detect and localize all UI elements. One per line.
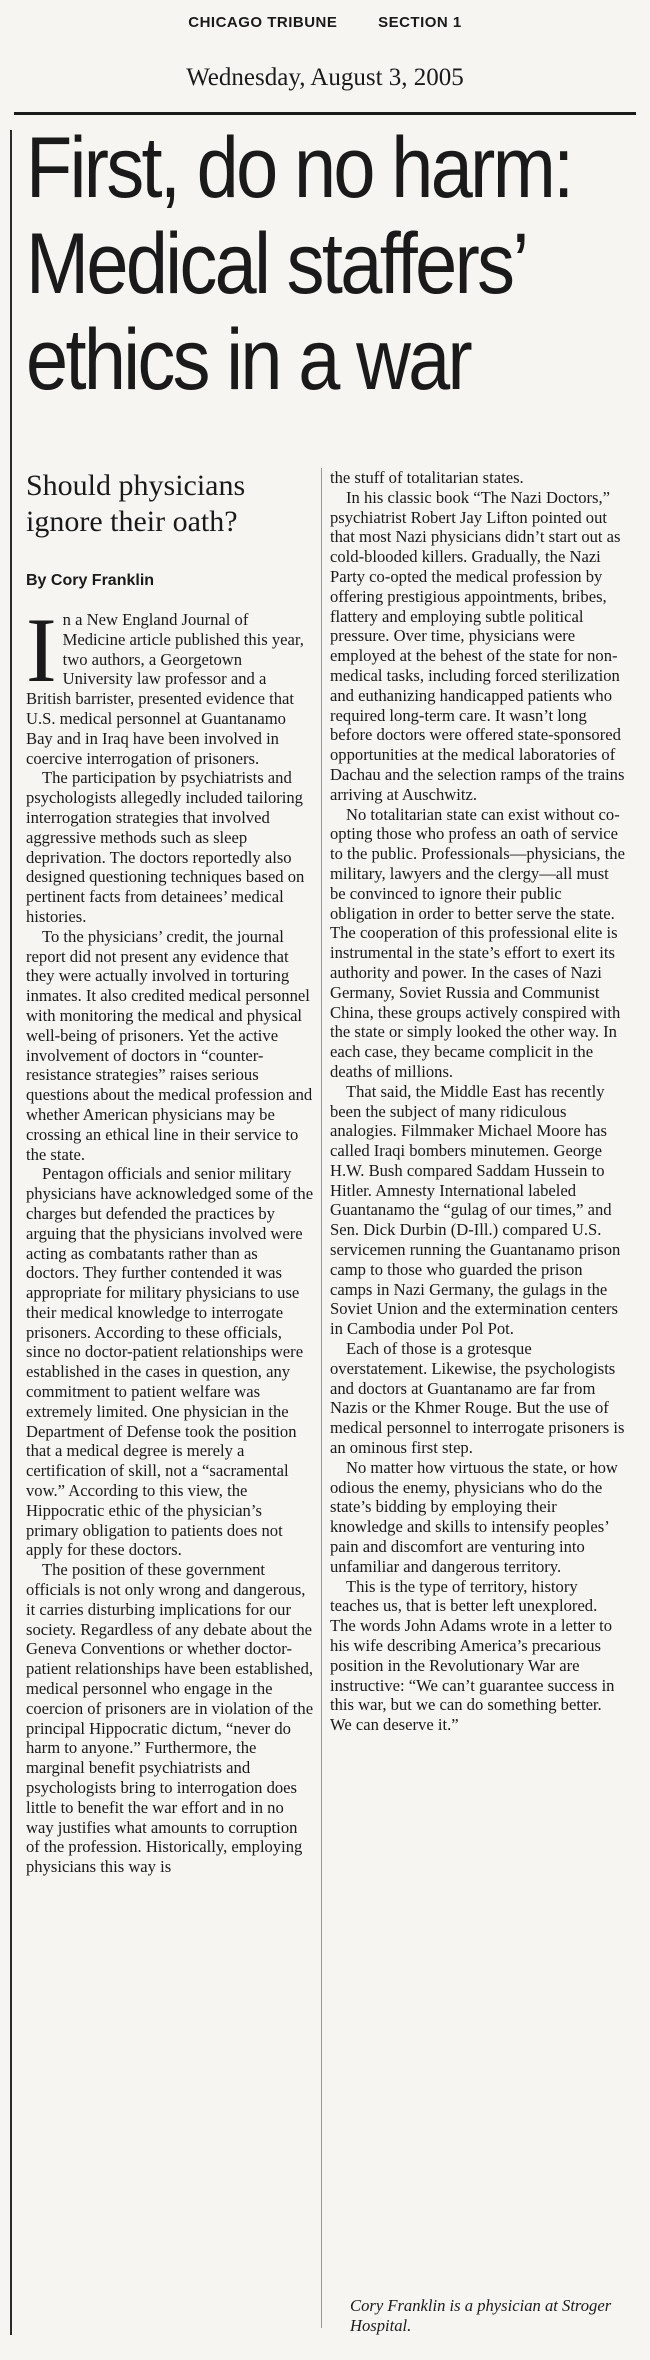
paragraph: The participation by psychiatrists and psychologists allegedly included tailoring interrogation strategies that involved aggressive methods such as sleep deprivation. The doctors reportedly also designed questioning techniques based on pertinent facts from detainees’ medical histories. xyxy=(26,768,305,926)
left-border-rule xyxy=(10,130,12,2335)
headline-line-1: First, do no harm: xyxy=(26,120,572,216)
headline xyxy=(26,120,642,408)
masthead xyxy=(0,14,650,44)
paragraph: That said, the Middle East has recently been the subject of many ridiculous analogies. Filmmaker Michael Moore has called Iraqi bombers minutemen. George H.W. Bush compared Saddam Hussein to Hitler. Amnesty International labeled Guantanamo the “gulag of our times,” and Sen. Dick Durbin (D-Ill.) compared U.S. servicemen running the Guantanamo prison camp to those who guarded the prison camps in Nazi Germany, the gulags in the Soviet Union and the extermination centers in Cambodia under Pol Pot. xyxy=(330,1081,621,1339)
paragraph-text: n a New England Journal of Medicine article published this year, two authors, a Georgetown University law professor and a British barrister, presented evidence that U.S. medical personnel at Guantanamo Bay and in Iraq have been involved in coercive interrogation of prisoners. xyxy=(26,610,304,768)
paragraph: To the physicians’ credit, the journal report did not present any evidence that they were actually involved in torturing inmates. It also credited medical personnel with monitoring the medical and physical well-being of prisoners. Yet the active involvement of doctors in “counter-resistance strategies” raises serious questions about the medical profession and whether American physicians may be crossing an ethical line in their service to the state. xyxy=(26,926,313,1164)
column-divider xyxy=(321,468,322,2328)
paragraph: Each of those is a grotesque overstatement. Likewise, the psychologists and doctors at Guantanamo are far from Nazis or the Khmer Rouge. But the use of medical personnel to interrogate prisoners is an ominous first step. xyxy=(330,1339,625,1458)
paragraph: No totalitarian state can exist without co-opting those who profess an oath of service to the public. Professionals—physicians, the military, lawyers and the clergy—all must be convinced to ignore their public obligation in order to better serve the state. The cooperation of this professional elite is instrumental in the state’s effort to exert its authority and power. In the cases of Nazi Germany, Soviet Russia and Communist China, these groups actively conspired with the state or simply looked the other way. In each case, they became complicit in the deaths of millions. xyxy=(330,804,625,1081)
paper-name: CHICAGO TRIBUNE xyxy=(188,14,338,31)
headline-line-2: Medical staffers’ xyxy=(26,216,527,312)
paragraph: The position of these government officials is not only wrong and dangerous, it carries disturbing implications for our society. Regardless of any debate about the Geneva Conventions or whether doctor-patient relationships have been established, medical personnel who engage in the coercion of prisoners are in violation of the principal Hippocratic dictum, “never do harm to anyone.” Furthermore, the marginal benefit psychiatrists and psychologists bring to interrogation does little to benefit the war effort and in no way justifies what amounts to corruption of the profession. Historically, employing physicians this way is xyxy=(26,1560,314,1877)
paragraph: No matter how virtuous the state, or how odious the enemy, physicians who do the state’s bidding by employing their knowledge and skills to intensify peoples’ pain and discomfort are venturing into unfamiliar and dangerous territory. xyxy=(330,1457,618,1576)
author-tagline: Cory Franklin is a physician at Stroger Hospital. xyxy=(350,2296,612,2335)
paragraph: This is the type of territory, history teaches us, that is better left unexplored. The words John Adams wrote in a letter to his wife describing America’s precarious position in the Revolutionary War are instructive: “We can’t guarantee success in this war, but we can do something better. We can deserve it.” xyxy=(330,1576,615,1735)
paragraph: the stuff of totalitarian states. xyxy=(330,468,524,487)
drop-cap: I xyxy=(26,599,57,701)
paragraph: Pentagon officials and senior military physicians have acknowledged some of the charges but defended the practices by arguing that the physicians involved were acting as combatants rather than as doctors. They further contended it was appropriate for military physicians to use their medical knowledge to interrogate prisoners. According to these officials, since no doctor-patient relationships were established in the cases in question, any commitment to patient welfare was extremely limited. One physician in the Department of Defense took the position that a medical degree is merely a certification of skill, not a “sacramental vow.” According to this view, the Hippocratic ethic of the physician’s primary obligation to patients does not apply for these doctors. xyxy=(26,1164,314,1560)
paragraph xyxy=(26,599,314,768)
deck-subheadline: Should physicians ignore their oath? xyxy=(26,469,246,538)
byline: By Cory Franklin xyxy=(26,572,155,589)
top-rule xyxy=(14,112,636,115)
paragraph: In his classic book “The Nazi Doctors,” psychiatrist Robert Jay Lifton pointed out that most Nazi physicians didn’t start out as cold-blooded killers. Gradually, the Nazi Party co-opted the medical profession by offering prestigious appointments, bribes, flattery and employing subtle political pressure. Over time, physicians were employed at the behest of the state for non-medical tasks, including forced sterilization and euthanizing handicapped patients who required long-term care. It wasn’t long before doctors were offered state-sponsored opportunities at the medical laboratories of Dachau and the selection ramps of the trains arriving at Auschwitz. xyxy=(330,487,625,804)
section-label: SECTION 1 xyxy=(378,14,462,31)
dateline: Wednesday, August 3, 2005 xyxy=(186,64,464,91)
article-column-1 xyxy=(26,599,314,1877)
headline-line-3: ethics in a war xyxy=(26,312,471,408)
article-column-2 xyxy=(330,468,626,1735)
